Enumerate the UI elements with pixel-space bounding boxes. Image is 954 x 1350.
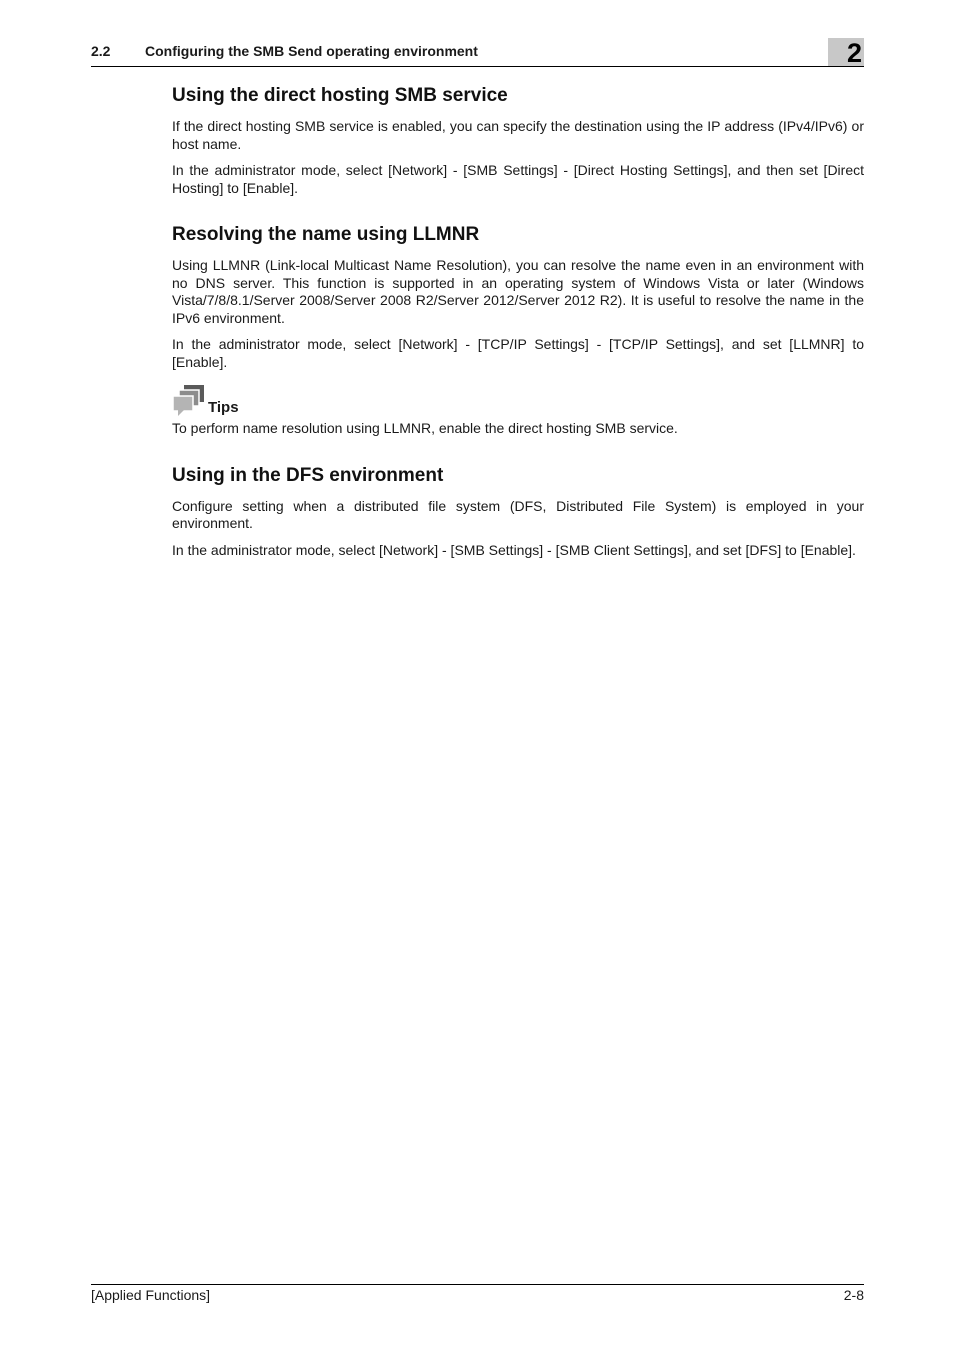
paragraph: In the administrator mode, select [Network] - [SMB Settings] - [SMB Client Settings], and set [DFS] to [Enable]. xyxy=(172,541,856,558)
section-heading: Resolving the name using LLMNR xyxy=(172,224,480,245)
section-title: Configuring the SMB Send operating environment xyxy=(145,43,478,59)
section-direct-hosting xyxy=(172,84,864,197)
paragraph: Configure setting when a distributed file system (DFS, Distributed File System) is employed in your environment. xyxy=(172,497,864,531)
chapter-number: 2 xyxy=(846,38,862,68)
tips-header xyxy=(172,385,864,417)
tips-text: To perform name resolution using LLMNR, enable the direct hosting SMB service. xyxy=(172,420,678,436)
page-content xyxy=(172,84,864,585)
page-footer xyxy=(91,1284,864,1303)
section-heading: Using in the DFS environment xyxy=(172,464,444,486)
paragraph: Using LLMNR (Link-local Multicast Name Resolution), you can resolve the name even in an environment with no DNS server. This function is supported in an operating system of Windows Vista or later (Windows Vista/7/8/8.1/Server 2008/Server 2008 R2/Server 2012/Server 2012 R2). It is useful to resolve the name in the IPv6 environment. xyxy=(172,257,864,326)
chapter-tab xyxy=(828,38,864,66)
footer-book-title: [Applied Functions] xyxy=(91,1287,211,1303)
paragraph: In the administrator mode, select [Network] - [SMB Settings] - [Direct Hosting Settings], and then set [Direct Hosting] to [Enable]. xyxy=(172,162,864,196)
page-number: 2-8 xyxy=(843,1287,864,1303)
section-number: 2.2 xyxy=(91,43,111,59)
page-header xyxy=(91,38,864,67)
section-heading: Using the direct hosting SMB service xyxy=(172,85,508,106)
section-dfs xyxy=(172,464,864,560)
paragraph: If the direct hosting SMB service is enabled, you can specify the destination using the IP address (IPv4/IPv6) or host name. xyxy=(172,118,864,152)
tips-speech-bubbles-icon xyxy=(172,385,206,417)
section-llmnr xyxy=(172,223,864,438)
tips-label: Tips xyxy=(208,399,239,416)
paragraph: In the administrator mode, select [Network] - [TCP/IP Settings] - [TCP/IP Settings], and set [LLMNR] to [Enable]. xyxy=(172,336,864,370)
